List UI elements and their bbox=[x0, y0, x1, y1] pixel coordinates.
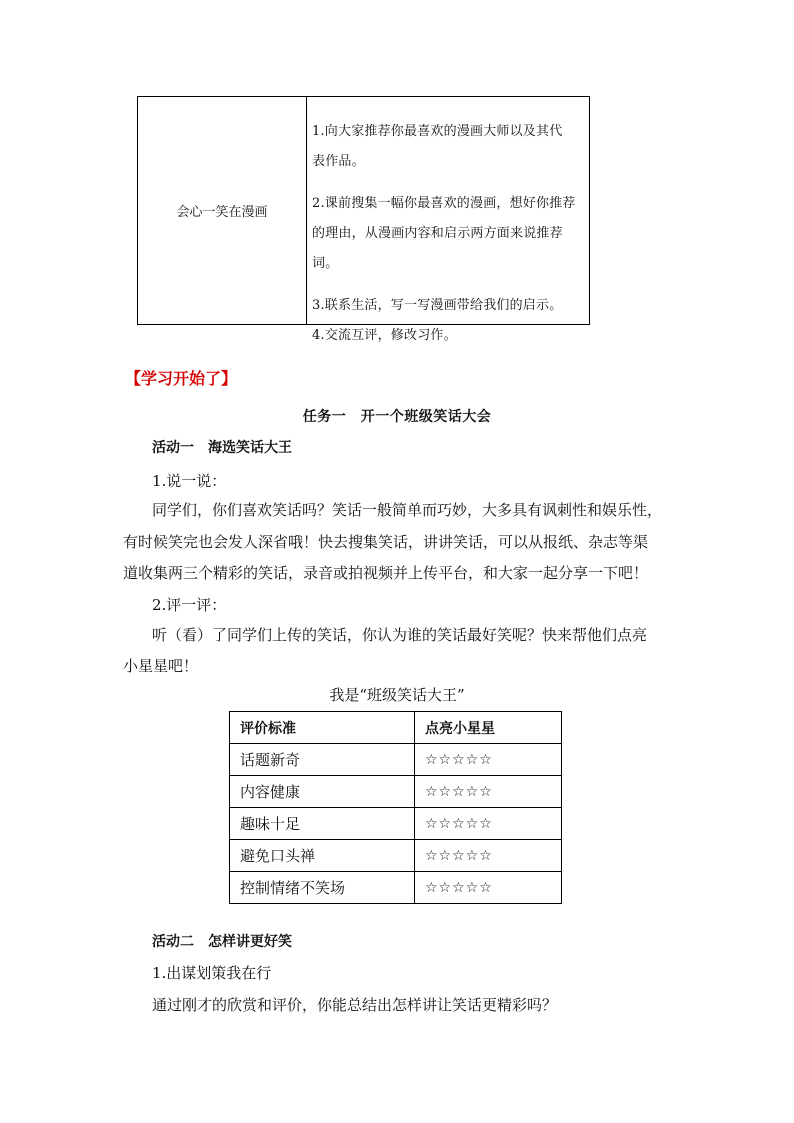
criterion-cell: 趣味十足 bbox=[230, 808, 415, 840]
criterion-cell: 内容健康 bbox=[230, 776, 415, 808]
activity1-step1-label: 1.说一说： bbox=[152, 472, 227, 490]
criterion-cell: 避免口头禅 bbox=[230, 840, 415, 872]
rating-table bbox=[229, 711, 562, 904]
activity1-para1-line1: 同学们，你们喜欢笑话吗？笑话一般简单而巧妙，大多具有讽刺性和娱乐性， bbox=[152, 501, 663, 519]
section-heading: 【学习开始了】 bbox=[125, 369, 238, 388]
star-rating[interactable]: ☆☆☆☆☆ bbox=[415, 808, 562, 840]
step-item-3: 3.联系生活，写一写漫画带给我们的启示。 bbox=[312, 298, 563, 313]
step-item-4: 4.交流互评，修改习作。 bbox=[312, 328, 457, 343]
header-criterion: 评价标准 bbox=[230, 712, 415, 744]
table-row bbox=[230, 872, 562, 904]
star-rating[interactable]: ☆☆☆☆☆ bbox=[415, 840, 562, 872]
activity1-para2-line1: 听（看）了同学们上传的笑话，你认为谁的笑话最好笑呢？快来帮他们点亮 bbox=[152, 626, 648, 644]
criterion-cell: 控制情绪不笑场 bbox=[230, 872, 415, 904]
rating-table-caption: 我是“班级笑话大王” bbox=[329, 686, 465, 704]
star-rating[interactable]: ☆☆☆☆☆ bbox=[415, 872, 562, 904]
table-row bbox=[230, 744, 562, 776]
step-item-2-line1: 2.课前搜集一幅你最喜欢的漫画，想好你推荐 bbox=[312, 196, 576, 211]
activity2-step1-label: 1.出谋划策我在行 bbox=[152, 964, 272, 982]
step-item-1-line1: 1.向大家推荐你最喜欢的漫画大师以及其代 bbox=[312, 124, 563, 139]
table-row bbox=[230, 808, 562, 840]
activity2-title: 活动二 怎样讲更好笑 bbox=[152, 934, 292, 950]
star-rating[interactable]: ☆☆☆☆☆ bbox=[415, 776, 562, 808]
step-item-2-line2: 的理由，从漫画内容和启示两方面来说推荐词。 bbox=[312, 226, 563, 271]
activity1-para2-line2: 小星星吧！ bbox=[123, 657, 199, 675]
task-title: 任务一 开一个班级笑话大会 bbox=[302, 409, 492, 425]
table-row bbox=[230, 840, 562, 872]
header-stars: 点亮小星星 bbox=[415, 712, 562, 744]
activity-name-cell: 会心一笑在漫画 bbox=[138, 97, 307, 324]
star-rating[interactable]: ☆☆☆☆☆ bbox=[415, 744, 562, 776]
activity1-para1-line2: 有时候笑完也会发人深省哦！快去搜集笑话，讲讲笑话，可以从报纸、杂志等渠 bbox=[123, 533, 649, 551]
activity2-para1: 通过刚才的欣赏和评价，你能总结出怎样讲让笑话更精彩吗？ bbox=[152, 996, 558, 1014]
activity1-step2-label: 2.评一评： bbox=[152, 596, 227, 614]
table-row bbox=[230, 776, 562, 808]
criterion-cell: 话题新奇 bbox=[230, 744, 415, 776]
step-item-1-line2: 表作品。 bbox=[312, 154, 365, 169]
activity1-title: 活动一 海选笑话大王 bbox=[152, 440, 292, 456]
table-header-row bbox=[230, 712, 562, 744]
activity-overview-table bbox=[137, 96, 590, 343]
activity-steps-cell bbox=[307, 97, 589, 343]
activity1-para1-line3: 道收集两三个精彩的笑话，录音或拍视频并上传平台，和大家一起分享一下吧！ bbox=[123, 564, 649, 582]
